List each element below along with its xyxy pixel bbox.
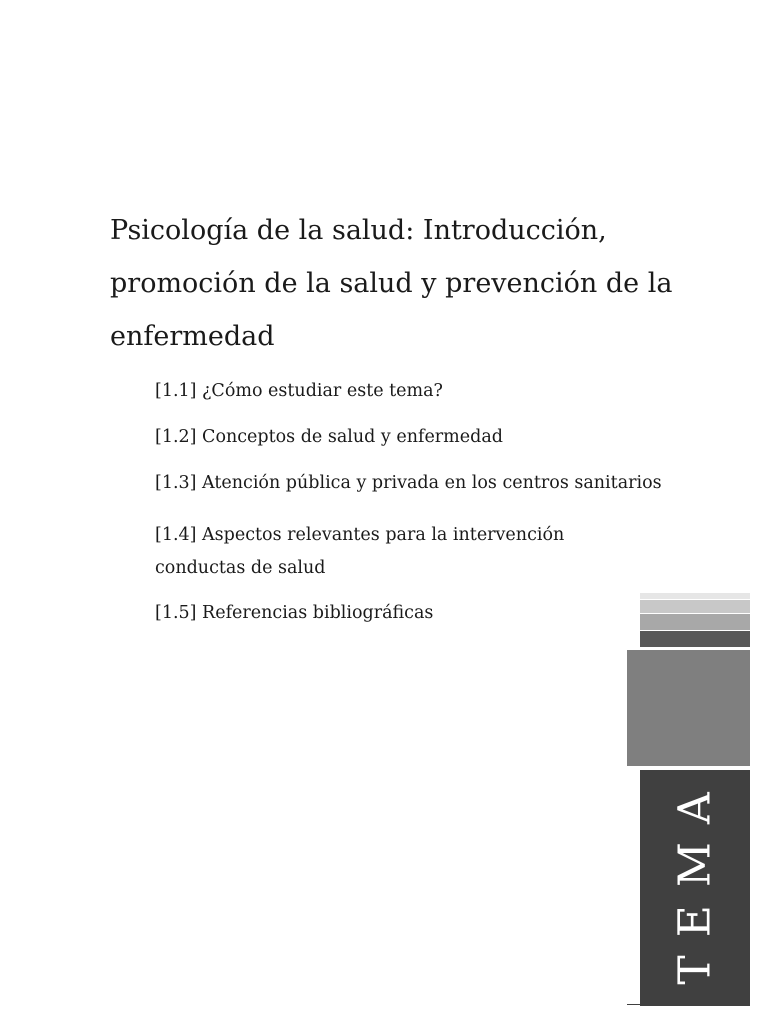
- tema-label: TEMA: [669, 773, 721, 985]
- toc-item-label: [1.1] ¿Cómo estudiar este tema?: [155, 381, 443, 401]
- toc-item-1-2[interactable]: [155, 421, 503, 454]
- title-line: promoción de la salud y prevención de la: [110, 268, 673, 299]
- toc-item-1-3[interactable]: [155, 467, 662, 500]
- toc-item-1-5[interactable]: [155, 597, 433, 630]
- title-line: enfermedad: [110, 321, 275, 352]
- decor-stripe-dark: [640, 631, 750, 647]
- tema-tab-label: [640, 770, 750, 1006]
- decor-baseline: [627, 1004, 641, 1005]
- toc-item-1-1[interactable]: [155, 375, 443, 408]
- decor-stripe-light: [640, 593, 750, 599]
- toc-item-label: [1.5] Referencias bibliográficas: [155, 603, 434, 623]
- document-title: [110, 204, 730, 363]
- toc-item-1-4[interactable]: [155, 519, 564, 585]
- toc-item-label: [1.3] Atención pública y privada en los centros sanitarios: [155, 473, 662, 493]
- decor-stripe-light-gray: [640, 600, 750, 613]
- toc-item-label-continued: conductas de salud: [155, 558, 326, 578]
- decor-block-mid-gray: [627, 650, 750, 766]
- decor-stripe-gray: [640, 614, 750, 630]
- toc-item-label: [1.2] Conceptos de salud y enfermedad: [155, 427, 503, 447]
- title-line: Psicología de la salud: Introducción,: [110, 215, 607, 246]
- toc-item-label: [1.4] Aspectos relevantes para la intervención: [155, 525, 565, 545]
